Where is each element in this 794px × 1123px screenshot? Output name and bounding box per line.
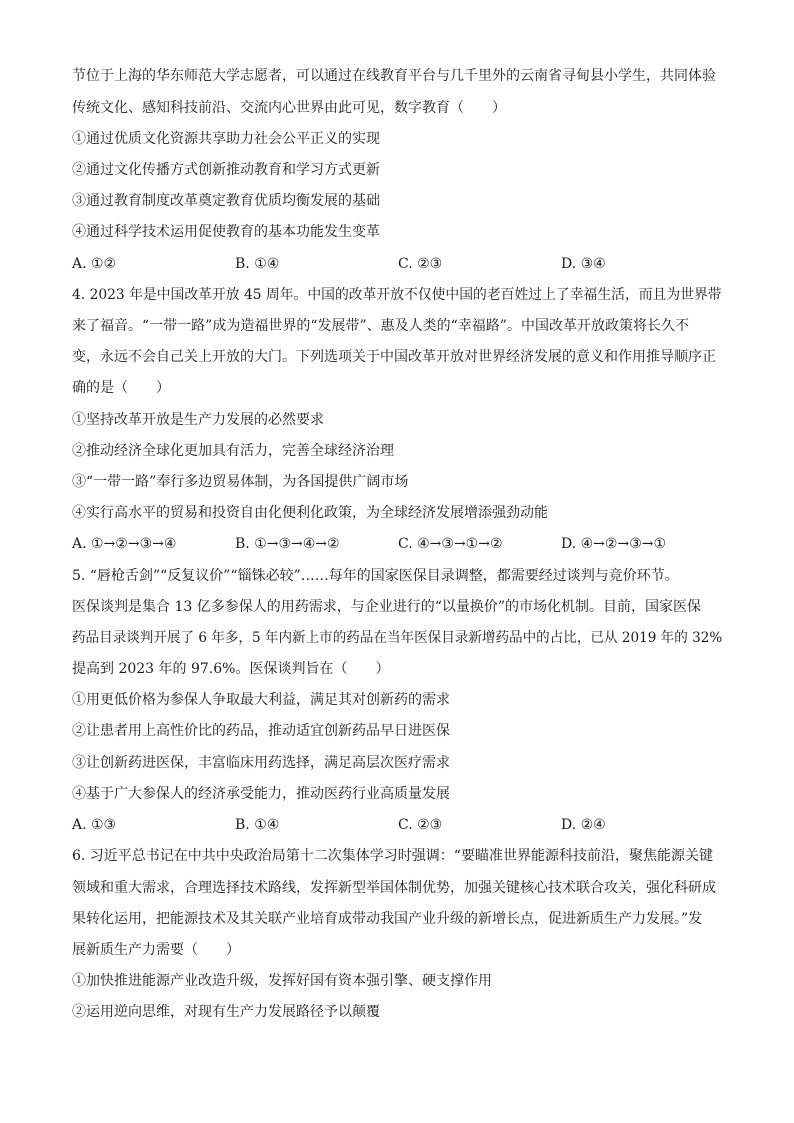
q6-stem-line-2: 领域和重大需求，合理选择技术路线，发挥新型举国体制优势，加强关键核心技术联合攻关，强化科研成 (72, 880, 716, 896)
q3-option-b[interactable]: B. ①④ (235, 256, 280, 272)
q4-item-2: ②推动经济全球化更加具有活力，完善全球经济治理 (72, 443, 394, 459)
q5-stem-line-1: 5. “唇枪舌剑”“反复议价”“锱铢必较”……每年的国家医保目录调整，都需要经过谈判与竞价环节。 (72, 568, 679, 584)
q5-option-a[interactable]: A. ①③ (72, 817, 117, 833)
q5-item-4: ④基于广大参保人的经济承受能力，推动医药行业高质量发展 (72, 786, 450, 802)
q4-item-3: ③“一带一路”奉行多边贸易体制，为各国提供广阔市场 (72, 474, 409, 490)
q6-stem-line-4: 展新质生产力需要（ ） (72, 942, 240, 958)
q4-option-c[interactable]: C. ④→③→①→② (398, 536, 503, 552)
q4-option-a[interactable]: A. ①→②→③→④ (72, 536, 177, 552)
q5-stem-line-3: 药品目录谈判开展了 6 年多，5 年内新上市的药品在当年医保目录新增药品中的占比，已从 2019 年的 32% (72, 630, 723, 646)
q3-item-4: ④通过科学技术运用促使教育的基本功能发生变革 (72, 224, 380, 240)
q5-stem-line-2: 医保谈判是集合 13 亿多参保人的用药需求，与企业进行的“以量换价”的市场化机制。目前，国家医保 (72, 599, 702, 615)
q4-stem-line-3: 变，永远不会自己关上开放的大门。下列选项关于中国改革开放对世界经济发展的意义和作用推导顺序正 (72, 349, 716, 365)
q4-options (72, 534, 722, 554)
q4-option-d[interactable]: D. ④→②→③→① (561, 536, 667, 552)
q5-option-c[interactable]: C. ②③ (398, 817, 443, 833)
q5-item-2: ②让患者用上高性价比的药品，推动适宜创新药品早日进医保 (72, 723, 450, 739)
q3-stem-line-2: 传统文化、感知科技前沿、交流内心世界由此可见，数字教育（ ） (72, 100, 506, 116)
q6-item-1: ①加快推进能源产业改造升级，发挥好国有资本强引擎、硬支撑作用 (72, 973, 492, 989)
q3-item-2: ②通过文化传播方式创新推动教育和学习方式更新 (72, 162, 380, 178)
q3-item-1: ①通过优质文化资源共享助力社会公平正义的实现 (72, 131, 380, 147)
q3-option-d[interactable]: D. ③④ (561, 256, 606, 272)
q5-options (72, 815, 722, 835)
q3-option-a[interactable]: A. ①② (72, 256, 117, 272)
q3-stem-line-1: 节位于上海的华东师范大学志愿者，可以通过在线教育平台与几千里外的云南省寻甸县小学生，共同体验 (72, 68, 716, 84)
q4-item-1: ①坚持改革开放是生产力发展的必然要求 (72, 412, 324, 428)
q5-item-3: ③让创新药进医保，丰富临床用药选择，满足高层次医疗需求 (72, 755, 450, 771)
q4-item-4: ④实行高水平的贸易和投资自由化便利化政策，为全球经济发展增添强劲动能 (72, 505, 548, 521)
q5-option-b[interactable]: B. ①④ (235, 817, 280, 833)
q4-stem-line-2: 来了福音。“一带一路”成为造福世界的“发展带”、惠及人类的“幸福路”。中国改革开放政策将长久不 (72, 318, 689, 334)
q4-stem-line-1: 4. 2023 年是中国改革开放 45 周年。中国的改革开放不仅使中国的老百姓过上了幸福生活，而且为世界带 (72, 287, 722, 303)
q4-option-b[interactable]: B. ①→③→④→② (235, 536, 340, 552)
q5-option-d[interactable]: D. ②④ (561, 817, 606, 833)
q6-item-2: ②运用逆向思维，对现有生产力发展路径予以颠覆 (72, 1004, 380, 1020)
q5-item-1: ①用更低价格为参保人争取最大利益，满足其对创新药的需求 (72, 692, 450, 708)
q6-stem-line-1: 6. 习近平总书记在中共中央政治局第十二次集体学习时强调：“要瞄准世界能源科技前沿，聚焦能源关键 (72, 848, 713, 864)
q3-option-c[interactable]: C. ②③ (398, 256, 443, 272)
q5-stem-line-4: 提高到 2023 年的 97.6%。医保谈判旨在（ ） (72, 661, 390, 677)
q6-stem-line-3: 果转化运用，把能源技术及其关联产业培育成带动我国产业升级的新增长点，促进新质生产力发展。”发 (72, 911, 703, 927)
q4-stem-line-4: 确的是（ ） (72, 380, 170, 396)
q3-options (72, 254, 722, 274)
q3-item-3: ③通过教育制度改革奠定教育优质均衡发展的基础 (72, 193, 380, 209)
